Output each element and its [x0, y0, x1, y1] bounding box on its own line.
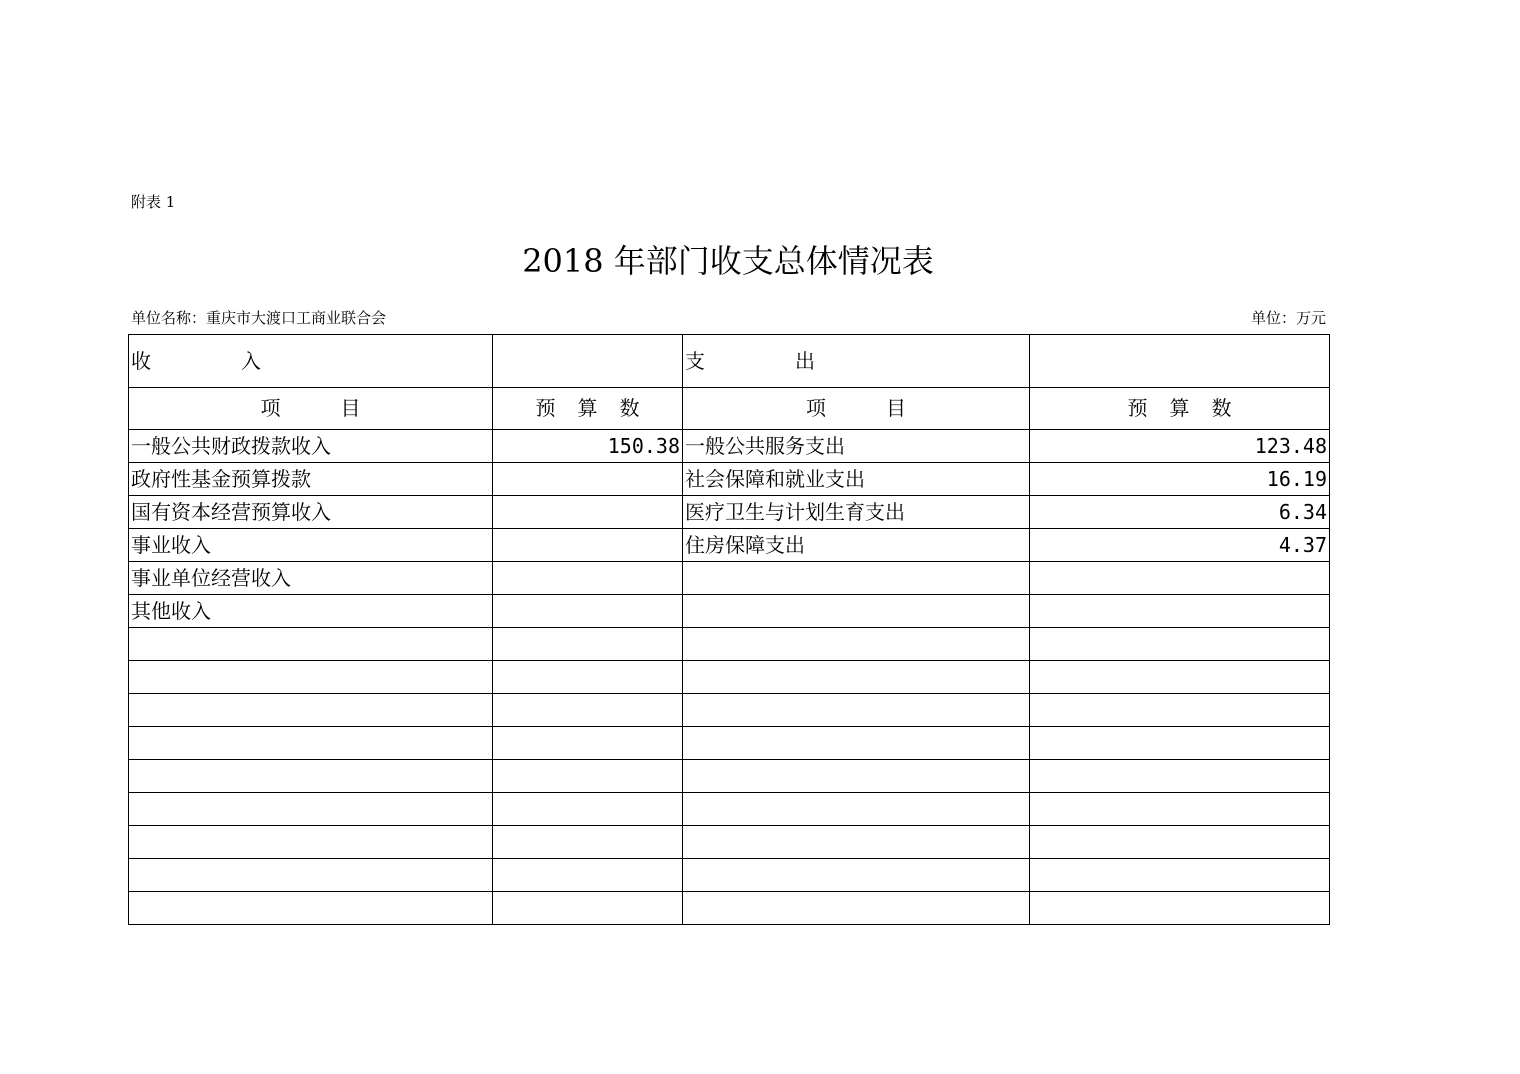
- item-header-char-2: 目: [340, 396, 361, 420]
- income-header-char-1: 收: [131, 349, 151, 373]
- income-item-cell: [129, 859, 493, 892]
- income-item-cell: 其他收入: [129, 595, 493, 628]
- table-row: [129, 529, 1330, 562]
- income-item-cell: 事业单位经营收入: [129, 562, 493, 595]
- income-item-cell: 事业收入: [129, 529, 493, 562]
- table-row: [129, 595, 1330, 628]
- item-header-char-2: 目: [886, 396, 906, 420]
- expense-amount-cell: 6.34: [1030, 496, 1330, 529]
- income-amount-cell: [493, 859, 683, 892]
- expense-amount-cell: [1030, 595, 1330, 628]
- expense-item-header: [683, 388, 1030, 430]
- budget-header-char-2: 算: [1169, 396, 1190, 420]
- table-row: [129, 694, 1330, 727]
- income-amount-cell: [493, 496, 683, 529]
- expense-item-cell: 医疗卫生与计划生育支出: [683, 496, 1030, 529]
- expense-amount-cell: 4.37: [1030, 529, 1330, 562]
- budget-header-char-2: 算: [577, 396, 598, 420]
- expense-item-cell: [683, 892, 1030, 925]
- expense-amount-cell: [1030, 694, 1330, 727]
- table-row: [129, 826, 1330, 859]
- income-section-blank: [493, 335, 683, 388]
- income-section-header: [129, 335, 493, 388]
- table-row: [129, 661, 1330, 694]
- section-header-row: [129, 335, 1330, 388]
- income-header-char-2: 入: [241, 349, 261, 373]
- expense-item-cell: [683, 628, 1030, 661]
- budget-header-char-1: 预: [535, 396, 556, 420]
- income-amount-cell: [493, 892, 683, 925]
- table-row: [129, 628, 1330, 661]
- expense-item-cell: [683, 859, 1030, 892]
- expense-item-cell: 住房保障支出: [683, 529, 1030, 562]
- table-row: [129, 562, 1330, 595]
- item-header-char-1: 项: [260, 396, 281, 420]
- table-row: [129, 463, 1330, 496]
- income-item-cell: [129, 628, 493, 661]
- expense-amount-cell: [1030, 661, 1330, 694]
- expense-item-cell: [683, 727, 1030, 760]
- income-amount-cell: [493, 562, 683, 595]
- expense-amount-cell: [1030, 727, 1330, 760]
- income-amount-cell: 150.38: [493, 430, 683, 463]
- income-item-cell: 一般公共财政拨款收入: [129, 430, 493, 463]
- income-item-cell: [129, 661, 493, 694]
- column-header-row: [129, 388, 1330, 430]
- income-item-cell: [129, 727, 493, 760]
- budget-table: [128, 334, 1330, 925]
- expense-item-cell: [683, 793, 1030, 826]
- expense-header-char-2: 出: [795, 349, 815, 373]
- expense-amount-cell: 16.19: [1030, 463, 1330, 496]
- unit-measure: 单位：万元: [1250, 309, 1326, 327]
- expense-amount-cell: [1030, 562, 1330, 595]
- attachment-label: 附表 1: [131, 193, 176, 211]
- expense-amount-cell: [1030, 793, 1330, 826]
- income-budget-header: [493, 388, 683, 430]
- expense-amount-cell: [1030, 859, 1330, 892]
- income-item-cell: [129, 892, 493, 925]
- income-amount-cell: [493, 760, 683, 793]
- income-amount-cell: [493, 463, 683, 496]
- expense-amount-cell: 123.48: [1030, 430, 1330, 463]
- income-amount-cell: [493, 628, 683, 661]
- table-row: [129, 760, 1330, 793]
- expense-section-header: [683, 335, 1030, 388]
- table-row: [129, 727, 1330, 760]
- expense-item-cell: 一般公共服务支出: [683, 430, 1030, 463]
- table-row: [129, 859, 1330, 892]
- page-title: 2018 年部门收支总体情况表: [522, 242, 934, 280]
- table-row: [129, 496, 1330, 529]
- expense-item-cell: [683, 661, 1030, 694]
- table-row: [129, 793, 1330, 826]
- income-amount-cell: [493, 661, 683, 694]
- expense-item-cell: [683, 826, 1030, 859]
- expense-item-cell: [683, 694, 1030, 727]
- expense-budget-header: [1030, 388, 1330, 430]
- table-row: [129, 430, 1330, 463]
- income-item-cell: 国有资本经营预算收入: [129, 496, 493, 529]
- income-amount-cell: [493, 727, 683, 760]
- expense-header-char-1: 支: [685, 349, 705, 373]
- income-amount-cell: [493, 595, 683, 628]
- unit-name: 单位名称：重庆市大渡口工商业联合会: [131, 309, 387, 327]
- expense-item-cell: [683, 760, 1030, 793]
- income-item-cell: 政府性基金预算拨款: [129, 463, 493, 496]
- income-amount-cell: [493, 529, 683, 562]
- expense-section-blank: [1030, 335, 1330, 388]
- budget-header-char-1: 预: [1127, 396, 1148, 420]
- income-amount-cell: [493, 793, 683, 826]
- expense-amount-cell: [1030, 628, 1330, 661]
- expense-item-cell: 社会保障和就业支出: [683, 463, 1030, 496]
- expense-item-cell: [683, 595, 1030, 628]
- expense-amount-cell: [1030, 760, 1330, 793]
- item-header-char-1: 项: [806, 396, 826, 420]
- income-item-header: [129, 388, 493, 430]
- income-item-cell: [129, 694, 493, 727]
- budget-header-char-3: 数: [619, 396, 640, 420]
- income-amount-cell: [493, 694, 683, 727]
- expense-amount-cell: [1030, 826, 1330, 859]
- income-item-cell: [129, 760, 493, 793]
- income-item-cell: [129, 826, 493, 859]
- income-item-cell: [129, 793, 493, 826]
- income-amount-cell: [493, 826, 683, 859]
- expense-amount-cell: [1030, 892, 1330, 925]
- expense-item-cell: [683, 562, 1030, 595]
- table-row: [129, 892, 1330, 925]
- budget-header-char-3: 数: [1211, 396, 1232, 420]
